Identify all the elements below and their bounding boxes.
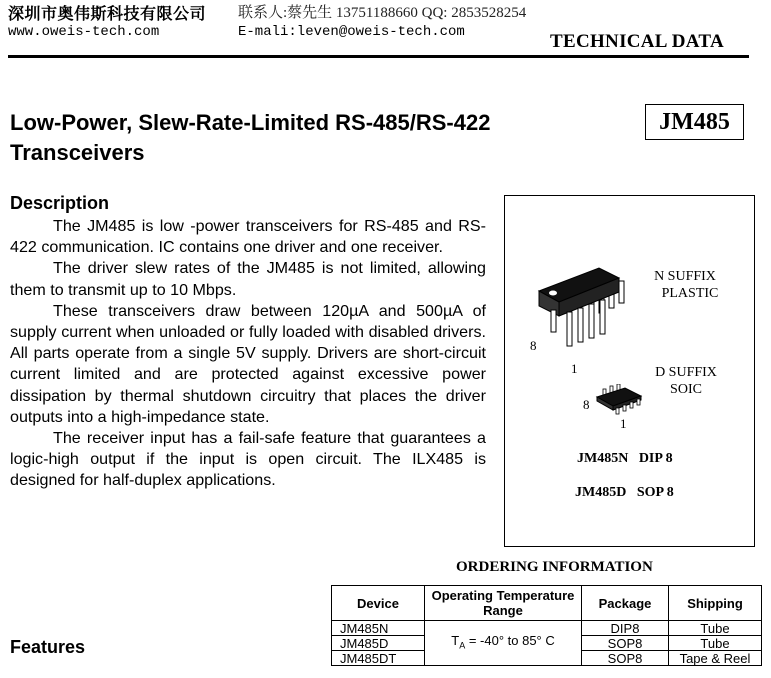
d-suffix-type: SOIC — [670, 382, 702, 397]
d-suffix-label — [643, 364, 729, 398]
soic-pin8-label: 8 — [583, 397, 590, 412]
description-paragraph: These transceivers draw between 120µA and 500µA of supply current when unloaded or fully loaded with disabled drivers. All parts operate from a single 5V supply. Drivers are short-circuit current limited and are protected against excessive power dissipation by thermal shutdown circuitry that places the driver outputs into a high-impedance state. — [10, 301, 486, 426]
cell-package: SOP8 — [582, 636, 669, 651]
title-line-1: Low-Power, Slew-Rate-Limited RS-485/RS-422 — [10, 110, 491, 135]
company-name: 深圳市奥伟斯科技有限公司 — [8, 6, 207, 23]
header-divider — [8, 55, 749, 58]
cell-temperature — [425, 621, 582, 666]
package-panel — [504, 195, 755, 547]
cell-package: DIP8 — [582, 621, 669, 636]
col-shipping: Shipping — [669, 586, 762, 621]
dip-pin8-label: 8 — [530, 338, 537, 353]
col-temperature: Operating Temperature Range — [425, 586, 582, 621]
description-paragraph: The JM485 is low -power transceivers for RS-485 and RS- 422 communication. IC contains one driver and one receiver. — [10, 217, 486, 257]
website-link[interactable]: www.oweis-tech.com — [8, 24, 160, 40]
ordering-heading: ORDERING INFORMATION — [456, 559, 653, 575]
temp-symbol: T — [451, 632, 460, 648]
features-heading: Features — [10, 637, 86, 657]
order-line-dip: JM485N DIP 8 — [577, 451, 673, 466]
cell-package: SOP8 — [582, 651, 669, 666]
cell-device: JM485DT — [332, 651, 425, 666]
n-suffix-text: N SUFFIX — [654, 269, 716, 284]
dip-pin1-label: 1 — [571, 361, 578, 376]
cell-shipping: Tape & Reel — [669, 651, 762, 666]
contact-info: 联系人:蔡先生 13751188660 QQ: 2853528254 — [238, 5, 527, 21]
description-heading: Description — [10, 193, 110, 213]
d-suffix-text: D SUFFIX — [655, 365, 717, 380]
section-title: TECHNICAL DATA — [550, 31, 724, 52]
n-suffix-label — [640, 268, 730, 302]
order-line-sop: JM485D SOP 8 — [575, 485, 674, 500]
col-package: Package — [582, 586, 669, 621]
soic-pin1-label: 1 — [620, 416, 627, 431]
cell-device: JM485D — [332, 636, 425, 651]
table-row — [332, 621, 762, 636]
part-number-box: JM485 — [645, 104, 744, 140]
document-title — [10, 108, 570, 168]
title-line-2: Transceivers — [10, 140, 145, 165]
dip8-package-image — [527, 266, 637, 356]
n-suffix-type: PLASTIC — [661, 286, 719, 301]
soic8-package-image — [591, 384, 651, 416]
temp-range: = -40° to 85° C — [465, 632, 555, 648]
ordering-table — [331, 585, 762, 666]
cell-shipping: Tube — [669, 636, 762, 651]
cell-shipping: Tube — [669, 621, 762, 636]
temp-subscript: A — [459, 640, 466, 651]
email-address[interactable]: E-mali:leven@oweis-tech.com — [238, 24, 465, 40]
cell-device: JM485N — [332, 621, 425, 636]
description-paragraph: The receiver input has a fail-safe feature that guarantees a logic-high output if the input is open circuit. The ILX485 is designed for half-duplex applications. — [10, 429, 486, 490]
description-paragraph: The driver slew rates of the JM485 is not limited, allowing them to transmit up to 10 Mbps. — [10, 259, 486, 299]
col-device: Device — [332, 586, 425, 621]
description-body — [10, 216, 486, 492]
